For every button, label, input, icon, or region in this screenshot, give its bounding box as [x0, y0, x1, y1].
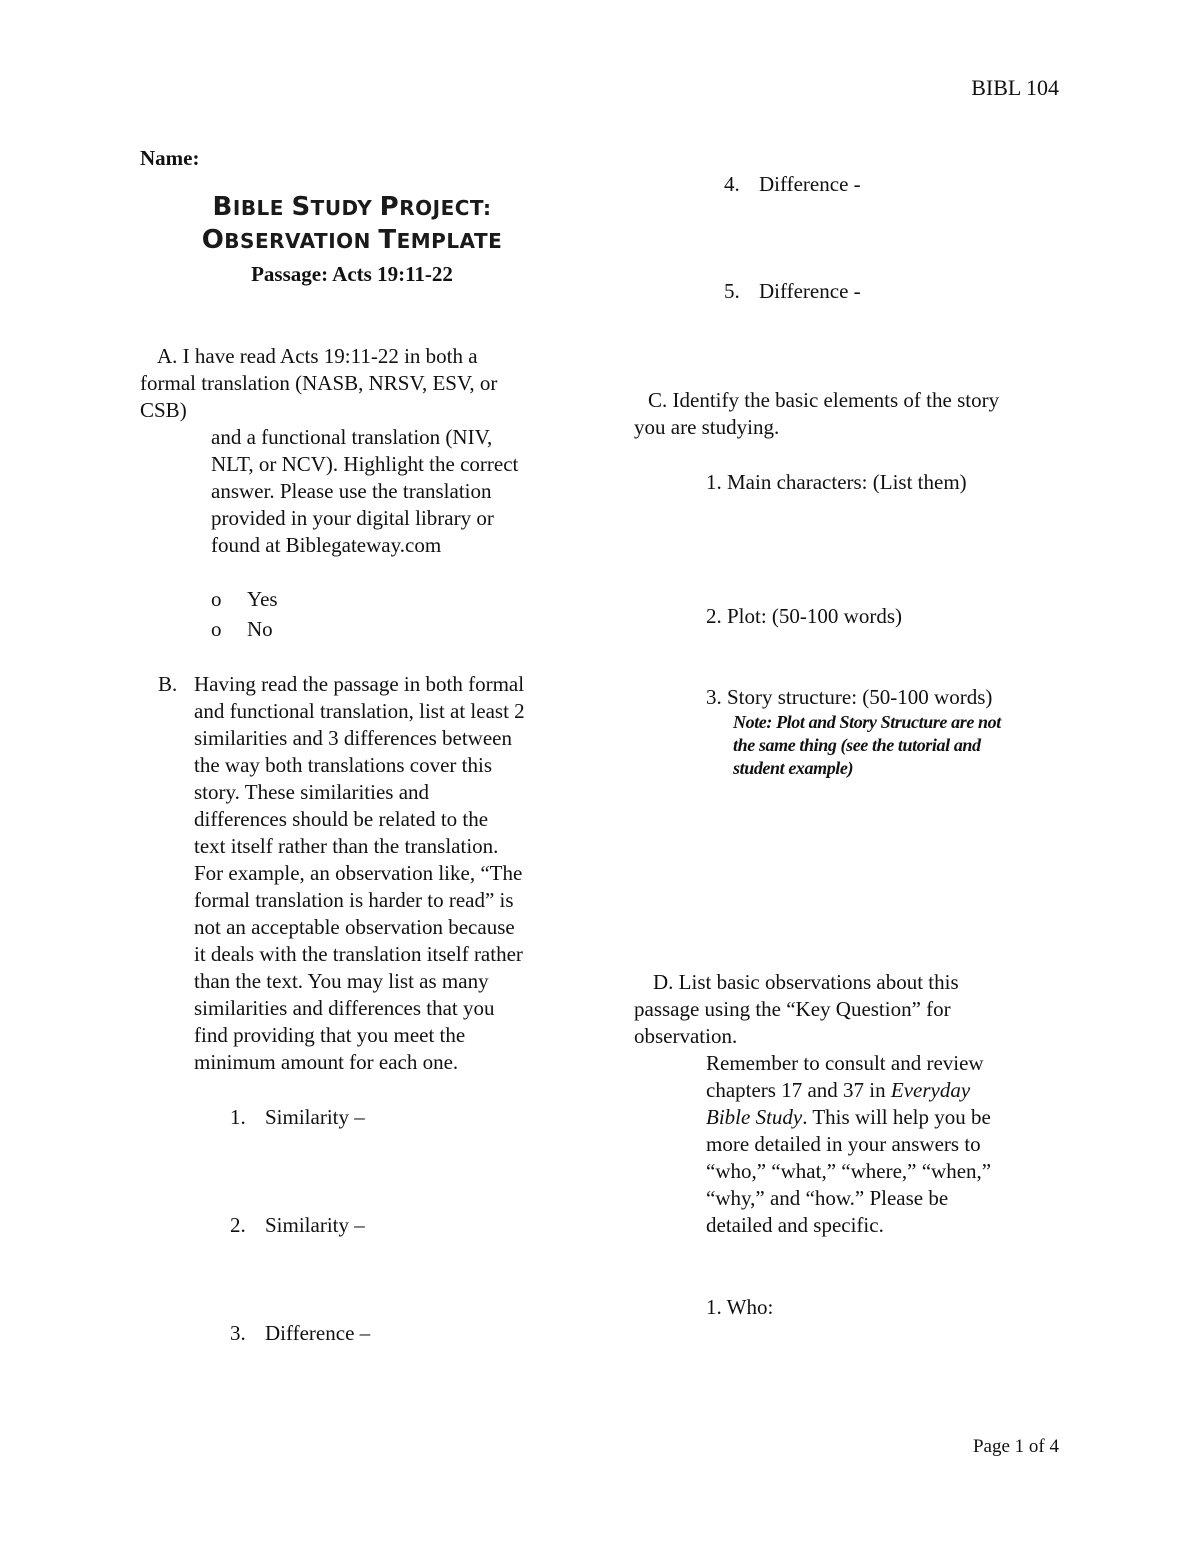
section-a-line: formal translation (NASB, NRSV, ESV, or: [140, 371, 498, 395]
similarity-item-1: [230, 1104, 365, 1131]
book-title: Everyday: [890, 1078, 971, 1102]
note-line: student example): [733, 758, 854, 778]
item-label: Similarity –: [265, 1105, 365, 1129]
item-label: Difference -: [759, 279, 861, 303]
item-label: Difference -: [759, 172, 861, 196]
reminder-line: “who,” “what,” “where,” “when,”: [706, 1159, 992, 1183]
section-a-instruction-line: NLT, or NCV). Highlight the correct: [211, 452, 519, 476]
item-number: 4.: [724, 172, 740, 196]
section-b-line: not an acceptable observation because: [194, 915, 515, 939]
reminder-line: more detailed in your answers to: [706, 1132, 981, 1156]
section-b-line: it deals with the translation itself rather: [194, 942, 523, 966]
note-line: Note: Plot and Story Structure are not: [733, 712, 1001, 732]
document-title-line-1: BIBLE STUDY PROJECT:: [212, 192, 492, 222]
reminder-line: “why,” and “how.” Please be: [706, 1186, 949, 1210]
section-d-line: D. List basic observations about this: [653, 970, 959, 994]
reminder-line: chapters 17 and 37 in Everyday: [706, 1078, 971, 1102]
section-b-instructions: [194, 671, 525, 1076]
story-structure-item: 3. Story structure: (50-100 words): [706, 685, 993, 709]
reminder-line: detailed and specific.: [706, 1213, 884, 1237]
similarity-item-2: [230, 1212, 365, 1239]
section-a-line: A. I have read Acts 19:11-22 in both a: [157, 344, 478, 368]
section-b-line: text itself rather than the translation.: [194, 834, 499, 858]
section-c: [634, 387, 999, 441]
document-title-line-2: OBSERVATION TEMPLATE: [201, 225, 503, 255]
note-line: the same thing (see the tutorial and: [733, 735, 981, 755]
section-b-line: differences should be related to the: [194, 807, 489, 831]
item-label: Similarity –: [265, 1213, 365, 1237]
section-b-line: minimum amount for each one.: [194, 1050, 459, 1074]
section-b-line: For example, an observation like, “The: [194, 861, 523, 885]
section-d-line: observation.: [634, 1024, 738, 1048]
section-b-line: the way both translations cover this: [194, 753, 493, 777]
reminder-line: Remember to consult and review: [706, 1051, 984, 1075]
difference-item-4: [724, 171, 861, 198]
section-a-line: CSB): [140, 398, 187, 422]
option-label: Yes: [247, 587, 278, 611]
section-a-instruction-line: provided in your digital library or: [211, 506, 494, 530]
main-characters-item: 1. Main characters: (List them): [706, 470, 967, 494]
section-d: [634, 969, 959, 1050]
item-number: 5.: [724, 279, 740, 303]
option-label: No: [247, 617, 273, 641]
section-b-line: story. These similarities and: [194, 780, 430, 804]
section-b-line: and functional translation, list at least 2: [194, 699, 525, 723]
bullet-marker: o: [211, 587, 222, 611]
section-d-line: passage using the “Key Question” for: [634, 997, 951, 1021]
difference-item-5: [724, 278, 861, 305]
section-b-line: Having read the passage in both formal: [194, 672, 525, 696]
story-structure-note: [733, 711, 1001, 780]
item-number: 2.: [230, 1213, 246, 1237]
section-b-line: than the text. You may list as many: [194, 969, 489, 993]
course-code: BIBL 104: [971, 75, 1059, 100]
item-label: Difference –: [265, 1321, 371, 1345]
reminder-line: Bible Study. This will help you be: [706, 1105, 991, 1129]
item-number: 1.: [230, 1105, 246, 1129]
option-yes[interactable]: [211, 586, 278, 613]
section-c-line: you are studying.: [634, 415, 780, 439]
name-label: Name:: [140, 146, 200, 170]
bullet-marker: o: [211, 617, 222, 641]
plot-item: 2. Plot: (50-100 words): [706, 604, 902, 628]
section-b-line: similarities and differences that you: [194, 996, 495, 1020]
section-a-instructions: [211, 424, 518, 559]
section-b-line: similarities and 3 differences between: [194, 726, 512, 750]
section-b-marker: B.: [158, 672, 178, 696]
section-a: [140, 343, 497, 424]
option-no[interactable]: [211, 616, 273, 643]
section-b-line: find providing that you meet the: [194, 1023, 466, 1047]
section-d-reminder: [706, 1050, 991, 1239]
difference-item-3: [230, 1320, 371, 1347]
section-a-instruction-line: and a functional translation (NIV,: [211, 425, 493, 449]
section-c-line: C. Identify the basic elements of the story: [648, 388, 1000, 412]
who-item: 1. Who:: [706, 1295, 774, 1319]
book-title: Bible Study: [706, 1105, 803, 1129]
item-number: 3.: [230, 1321, 246, 1345]
passage-reference: Passage: Acts 19:11-22: [251, 262, 453, 286]
section-b-line: formal translation is harder to read” is: [194, 888, 514, 912]
page-number: Page 1 of 4: [972, 1436, 1059, 1457]
section-a-instruction-line: answer. Please use the translation: [211, 479, 492, 503]
section-a-instruction-line: found at Biblegateway.com: [211, 533, 442, 557]
